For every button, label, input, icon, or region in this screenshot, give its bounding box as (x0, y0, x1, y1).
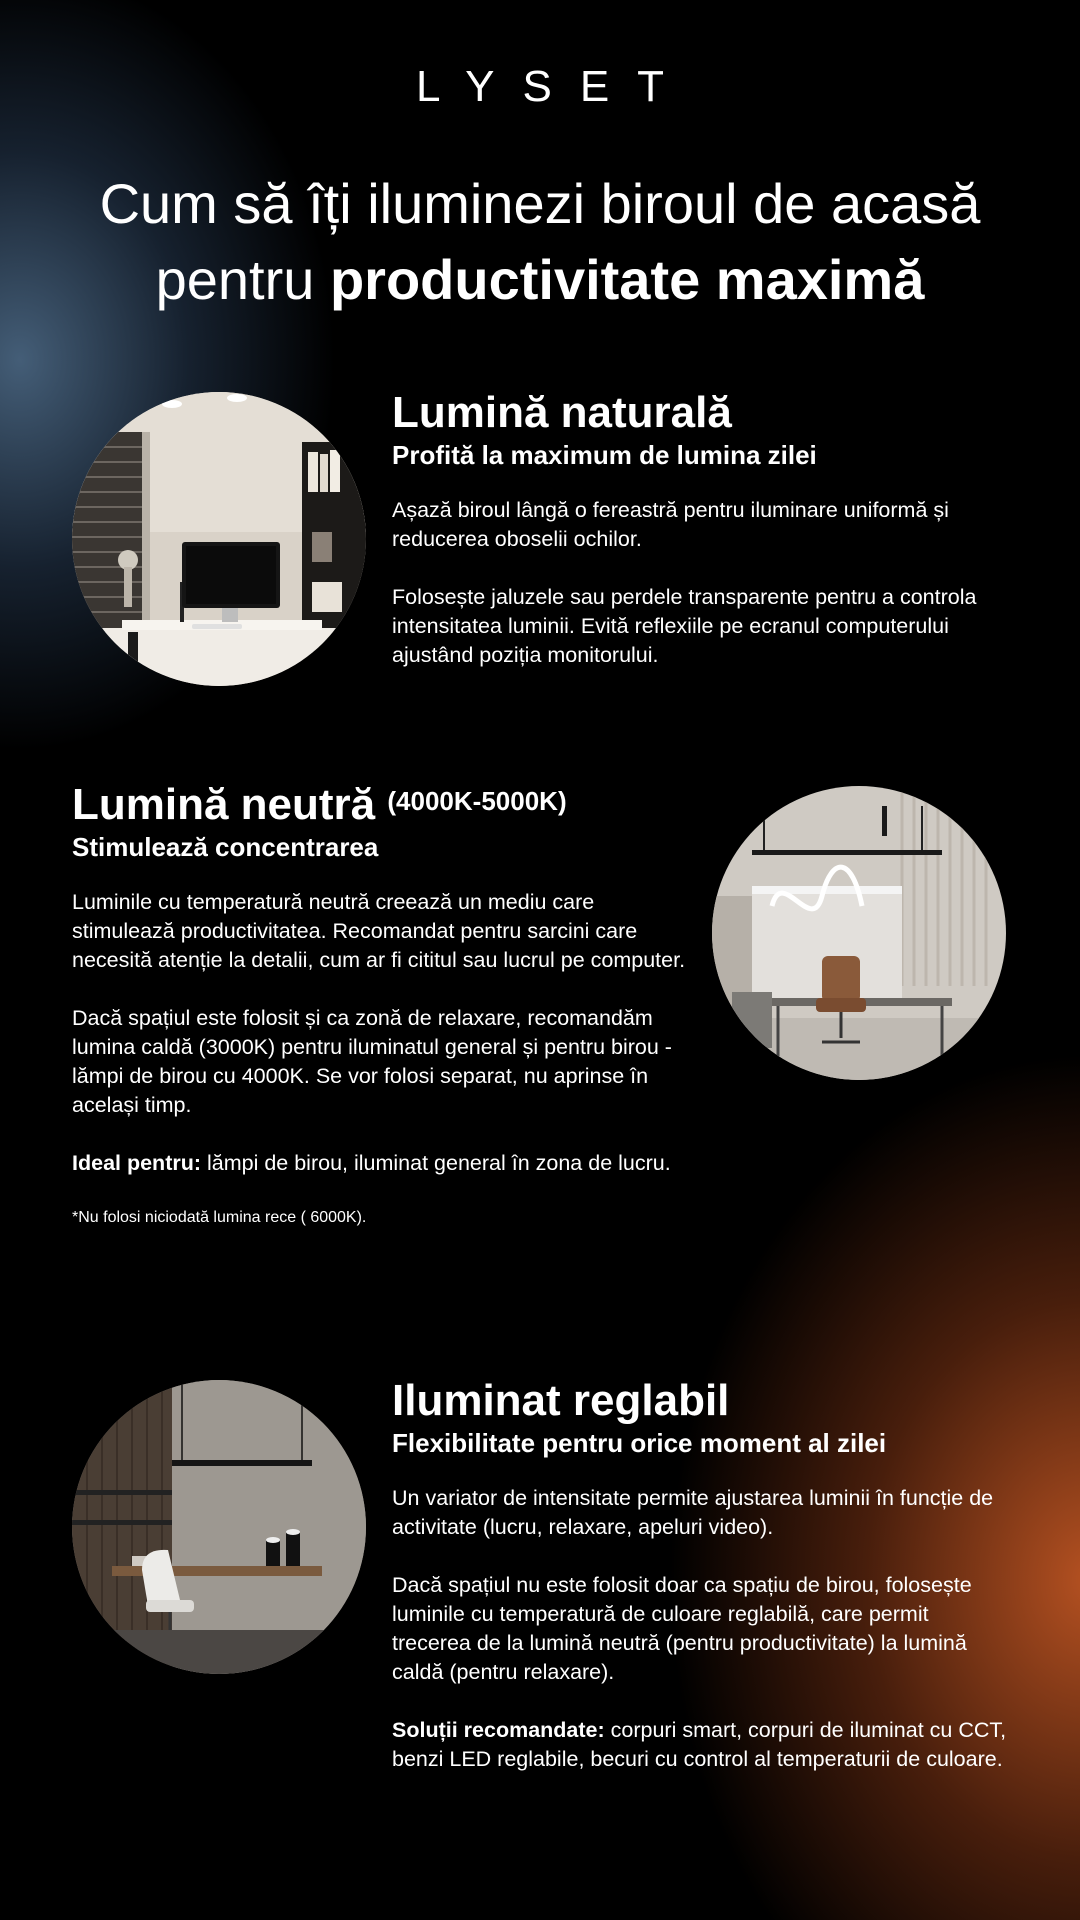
natural-light-section (392, 388, 1012, 699)
section-paragraph: Dacă spațiul este folosit și ca zonă de relaxare, recomandăm lumina caldă (3000K) pentru iluminatul general și pentru birou - lămpi de birou cu 4000K. Se vor folosi separat, nu aprinse în același timp. (72, 1006, 672, 1117)
neutral-light-office-image (712, 786, 1006, 1080)
recommended-solutions-text: corpuri smart, corpuri de iluminat cu CCT, benzi LED reglabile, becuri cu control al temperaturii de culoare. (392, 1718, 1007, 1771)
ideal-for-paragraph (72, 1149, 692, 1178)
section-title-suffix: (4000K-5000K) (387, 786, 567, 816)
headline-line-1: Cum să îți iluminezi biroul de acasă (99, 172, 981, 235)
section-subtitle: Flexibilitate pentru orice moment al zilei (392, 1428, 887, 1458)
section-paragraph: Luminile cu temperatură neutră creează un mediu care stimulează productivitatea. Recomandat pentru sarcini care necesită atenție la detalii, cum ar fi cititul sau lucrul pe computer. (72, 890, 686, 972)
headline-line-2-bold: productivitate maximă (329, 248, 925, 311)
section-paragraph: Așază biroul lângă o fereastră pentru iluminare uniformă și reducerea oboselii ochilor. (392, 498, 949, 551)
recommended-solutions-label: Soluții recomandate: (392, 1718, 605, 1742)
brand-logo: LYSET (415, 62, 693, 111)
section-paragraph: Dacă spațiul nu este folosit doar ca spațiu de birou, folosește luminile cu temperatură de culoare reglabilă, care permit trecerea de la lumină neutră (pentru productivitate) la lumină caldă (pentru relaxare). (392, 1573, 972, 1684)
headline-line-2-prefix: pentru (155, 248, 330, 311)
ideal-for-label: Ideal pentru: (72, 1151, 202, 1175)
cold-light-note: *Nu folosi niciodată lumina rece ( 6000K). (72, 1209, 367, 1226)
natural-light-office-image (72, 392, 366, 686)
neutral-light-section (72, 780, 692, 1229)
section-subtitle: Profită la maximum de lumina zilei (392, 440, 817, 470)
headline-line-2 (0, 242, 1080, 318)
adjustable-light-section (392, 1376, 1012, 1803)
section-title (72, 780, 692, 830)
section-paragraph: Un variator de intensitate permite ajustarea luminii în funcție de activitate (lucru, relaxare, apeluri video). (392, 1486, 994, 1539)
page-headline (0, 166, 1080, 318)
ideal-for-text: lămpi de birou, iluminat general în zona de lucru. (201, 1151, 671, 1175)
section-title-main: Lumină neutră (72, 780, 376, 829)
adjustable-light-office-image (72, 1380, 366, 1674)
section-paragraph: Folosește jaluzele sau perdele transparente pentru a controla intensitatea luminii. Evită reflexiile pe ecranul computerului ajustând poziția monitorului. (392, 585, 977, 667)
section-title: Iluminat reglabil (392, 1376, 730, 1425)
section-subtitle: Stimulează concentrarea (72, 832, 379, 862)
recommended-solutions-paragraph (392, 1716, 1012, 1774)
section-title: Lumină naturală (392, 388, 732, 437)
